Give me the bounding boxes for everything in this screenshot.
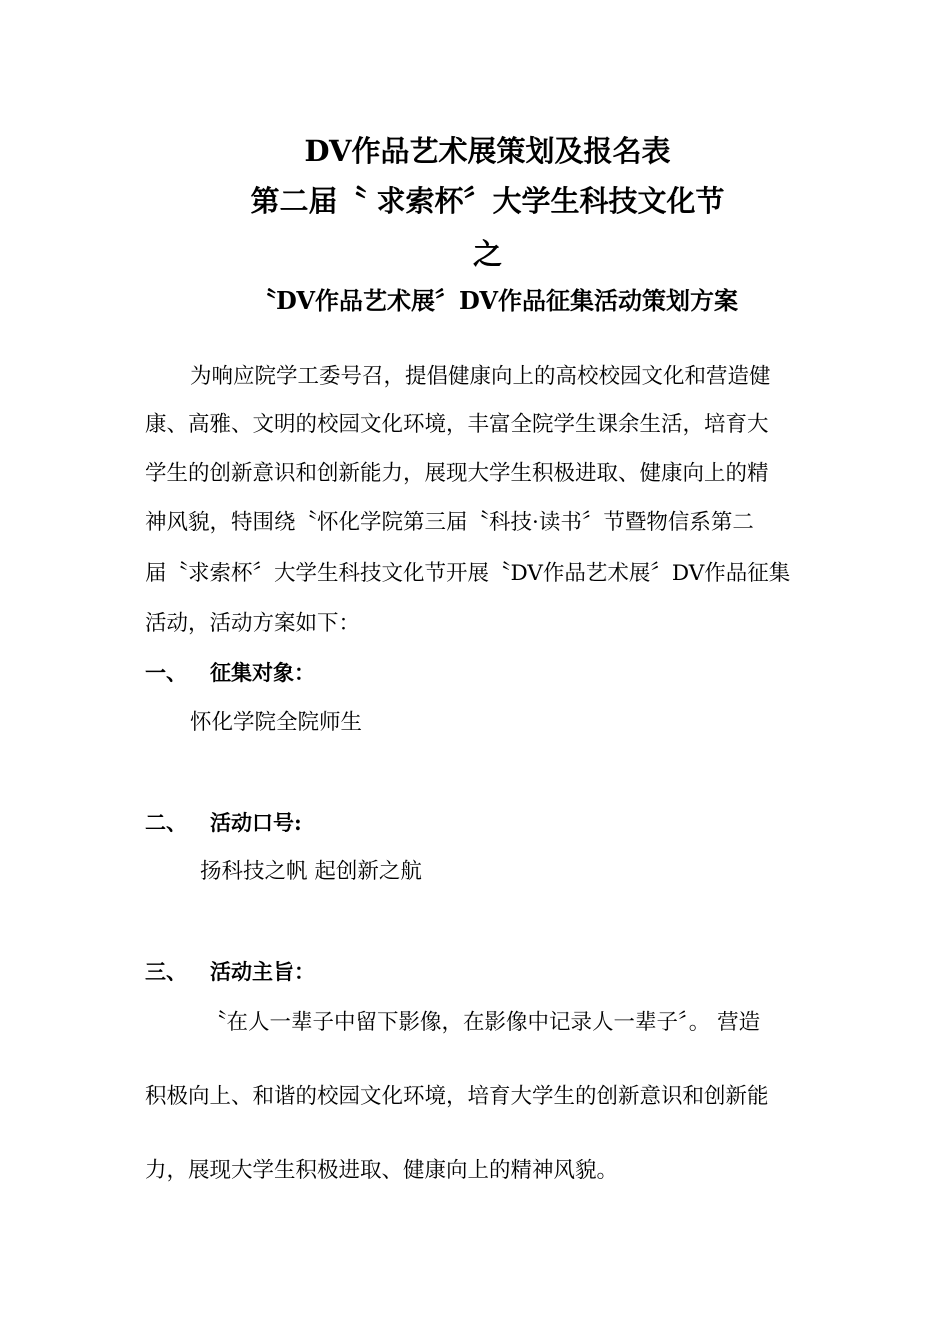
section-number: 三、 (145, 959, 187, 984)
document-title: DV作品艺术展策划及报名表 (304, 134, 671, 168)
section-content-line: 积极向上、和谐的校园文化环境，培育大学生的创新意识和创新能 (145, 1084, 769, 1109)
section-heading: 征集对象： (210, 660, 315, 685)
event-title: 第二届〝 求索杯〞大学生科技文化节 (250, 184, 725, 218)
title-connector: 之 (472, 237, 502, 271)
activity-slogan: 扬科技之帆 起创新之航 (200, 859, 422, 884)
intro-line: 届〝求索杯〞大学生科技文化节开展〝DV作品艺术展〞DV作品征集 (145, 561, 791, 586)
plan-subtitle: 〝DV作品艺术展〞DV作品征集活动策划方案 (251, 286, 739, 315)
intro-line: 康、高雅、文明的校园文化环境，丰富全院学生课余生活，培育大 (145, 412, 769, 437)
intro-line: 学生的创新意识和创新能力，展现大学生积极进取、健康向上的精 (145, 461, 769, 486)
section-heading: 活动口号: (210, 810, 302, 835)
intro-line: 活动，活动方案如下： (145, 611, 361, 636)
section-number: 二、 (145, 810, 187, 835)
section-heading: 活动主旨： (210, 959, 315, 984)
intro-line: 神风貌，特围绕〝怀化学院第三届〝科技·读书〞节暨物信系第二 (145, 510, 754, 535)
intro-line: 为响应院学工委号召，提倡健康向上的高校校园文化和营造健 (190, 364, 771, 389)
section-content: 怀化学院全院师生 (190, 710, 363, 735)
section-content-line: 〝在人一辈子中留下影像，在影像中记录人一辈子〞。 营造 (205, 1010, 761, 1035)
section-content-line: 力，展现大学生积极进取、健康向上的精神风貌。 (145, 1158, 619, 1183)
section-number: 一、 (145, 660, 187, 685)
